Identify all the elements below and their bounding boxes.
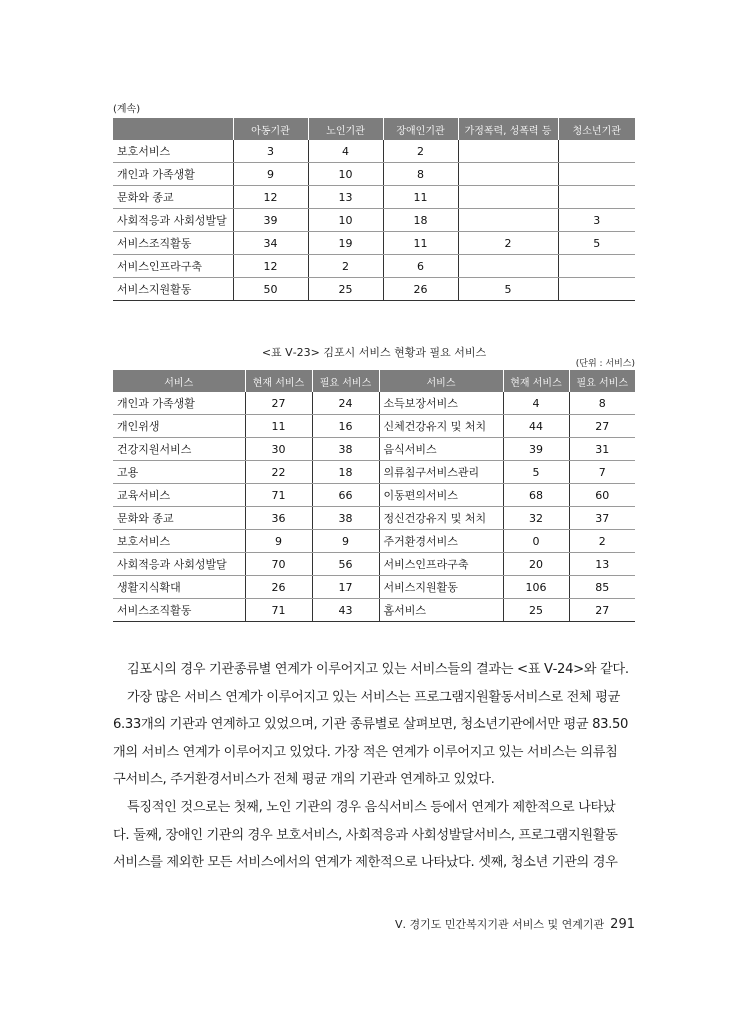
table-cell: 생활지식확대 [113, 576, 245, 599]
table-cell [458, 163, 558, 186]
table-row [113, 186, 635, 209]
table-row [113, 255, 635, 278]
table-cell: 사회적응과 사회성발달 [113, 209, 233, 232]
table-cell: 이동편의서비스 [379, 484, 503, 507]
table-cell: 44 [503, 415, 569, 438]
table-cell: 68 [503, 484, 569, 507]
table-cell: 건강지원서비스 [113, 438, 245, 461]
table-cell [458, 186, 558, 209]
table-cell: 5 [503, 461, 569, 484]
table-cell [558, 255, 635, 278]
table-cell: 27 [245, 392, 312, 415]
body-line: 6.33개의 기관과 연계하고 있었으며, 기관 종류별로 살펴보면, 청소년기관에서만 평균 83.50 [113, 717, 629, 733]
table-caption: <표 Ⅴ-23> 김포시 서비스 현황과 필요 서비스 [261, 346, 487, 359]
table-cell: 19 [308, 232, 383, 255]
table-cell: 홈서비스 [379, 599, 503, 622]
table-cell: 신체건강유지 및 처치 [379, 415, 503, 438]
table-row [113, 484, 635, 507]
table-cell: 27 [569, 599, 635, 622]
table-cell: 60 [569, 484, 635, 507]
column-header: 현재 서비스 [245, 370, 312, 392]
table-cell [558, 140, 635, 163]
body-line: 특징적인 것으로는 첫째, 노인 기관의 경우 음식서비스 등에서 연계가 제한적으로 나타났 [127, 799, 616, 815]
table-cell: 30 [245, 438, 312, 461]
table-cell: 24 [312, 392, 379, 415]
table-cell: 39 [233, 209, 308, 232]
table-cell: 31 [569, 438, 635, 461]
table-row [113, 507, 635, 530]
table-cell: 0 [503, 530, 569, 553]
column-header: 장애인기관 [383, 118, 458, 140]
table-cell: 71 [245, 599, 312, 622]
table-cell: 26 [383, 278, 458, 301]
table-cell: 56 [312, 553, 379, 576]
column-header: 노인기관 [308, 118, 383, 140]
page-number: 291 [610, 917, 635, 932]
body-line: 다. 둘째, 장애인 기관의 경우 보호서비스, 사회적응과 사회성발달서비스, 프로그램지원활동 [113, 827, 618, 843]
table-cell: 16 [312, 415, 379, 438]
table-cell: 37 [569, 507, 635, 530]
table-cell: 8 [383, 163, 458, 186]
body-line: 구서비스, 주거환경서비스가 전체 평균 개의 기관과 연계하고 있었다. [113, 772, 495, 788]
table-cell: 8 [569, 392, 635, 415]
table-row [113, 438, 635, 461]
table-cell: 서비스지원활동 [379, 576, 503, 599]
table-cell: 85 [569, 576, 635, 599]
column-header: 현재 서비스 [503, 370, 569, 392]
table-cell: 서비스조직활동 [113, 599, 245, 622]
column-header: 필요 서비스 [569, 370, 635, 392]
table-cell: 11 [383, 186, 458, 209]
table-cell: 18 [383, 209, 458, 232]
table-cell [558, 163, 635, 186]
table-cell: 개인위생 [113, 415, 245, 438]
table-cell: 71 [245, 484, 312, 507]
table-cell: 18 [312, 461, 379, 484]
table-cell: 11 [245, 415, 312, 438]
table-cell: 10 [308, 209, 383, 232]
table-cell: 38 [312, 507, 379, 530]
table-cell: 서비스인프라구축 [113, 255, 233, 278]
body-line: 개의 서비스 연계가 이루어지고 있었다. 가장 적은 연계가 이루어지고 있는 서비스는 의류침 [113, 744, 618, 760]
page-footer [113, 916, 635, 932]
table-cell: 22 [245, 461, 312, 484]
table-cell: 11 [383, 232, 458, 255]
column-header: 서비스 [113, 370, 245, 392]
table-cell: 70 [245, 553, 312, 576]
table-cell [458, 209, 558, 232]
table-cell: 교육서비스 [113, 484, 245, 507]
table-cell: 13 [308, 186, 383, 209]
table-cell: 5 [558, 232, 635, 255]
table-cell [558, 278, 635, 301]
table-cell: 주거환경서비스 [379, 530, 503, 553]
table-cell: 106 [503, 576, 569, 599]
table-cell: 문화와 종교 [113, 186, 233, 209]
table-row [113, 461, 635, 484]
table-cell: 문화와 종교 [113, 507, 245, 530]
table-cell [558, 186, 635, 209]
table-cell: 50 [233, 278, 308, 301]
table-cell: 서비스인프라구축 [379, 553, 503, 576]
table-cell: 5 [458, 278, 558, 301]
table-row [113, 278, 635, 301]
table-cell: 7 [569, 461, 635, 484]
table-cell: 38 [312, 438, 379, 461]
table-cell: 25 [308, 278, 383, 301]
table-cell [458, 140, 558, 163]
table-cell: 2 [569, 530, 635, 553]
table-cell [458, 255, 558, 278]
table-row [113, 553, 635, 576]
table-cell: 2 [383, 140, 458, 163]
table-cell: 36 [245, 507, 312, 530]
table-row [113, 530, 635, 553]
table-cell: 2 [458, 232, 558, 255]
table-cell: 12 [233, 186, 308, 209]
table-cell: 2 [308, 255, 383, 278]
table-row [113, 232, 635, 255]
table-row [113, 209, 635, 232]
table-cell: 39 [503, 438, 569, 461]
table-cell: 의류침구서비스관리 [379, 461, 503, 484]
table-unit: (단위 : 서비스) [575, 359, 635, 369]
table-cell: 9 [245, 530, 312, 553]
table-cell: 3 [558, 209, 635, 232]
running-title: Ⅴ. 경기도 민간복지기관 서비스 및 연계기관 [395, 918, 605, 931]
table-cell: 정신건강유지 및 처치 [379, 507, 503, 530]
body-line: 서비스를 제외한 모든 서비스에서의 연계가 제한적으로 나타났다. 셋째, 청소년 기관의 경우 [113, 855, 618, 871]
table-cell: 25 [503, 599, 569, 622]
table-cell: 34 [233, 232, 308, 255]
table-cell: 32 [503, 507, 569, 530]
table-cell: 9 [233, 163, 308, 186]
table-cell: 43 [312, 599, 379, 622]
continued-label: (계속) [113, 104, 141, 115]
table-row [113, 163, 635, 186]
table-cell: 3 [233, 140, 308, 163]
table-cell: 66 [312, 484, 379, 507]
table-cell: 13 [569, 553, 635, 576]
column-header: 가정폭력, 성폭력 등 [458, 118, 558, 140]
table-cell: 사회적응과 사회성발달 [113, 553, 245, 576]
table-cell: 10 [308, 163, 383, 186]
table-cell: 27 [569, 415, 635, 438]
table-cell: 보호서비스 [113, 530, 245, 553]
table-cell: 9 [312, 530, 379, 553]
table-row [113, 599, 635, 622]
table-cell: 4 [308, 140, 383, 163]
table-cell: 서비스조직활동 [113, 232, 233, 255]
table-cell: 개인과 가족생활 [113, 392, 245, 415]
table-cell: 20 [503, 553, 569, 576]
column-header: 서비스 [379, 370, 503, 392]
column-header [113, 118, 233, 140]
table-cell: 17 [312, 576, 379, 599]
column-header: 아동기관 [233, 118, 308, 140]
table-row [113, 140, 635, 163]
body-text [113, 656, 635, 877]
body-line: 김포시의 경우 기관종류별 연계가 이루어지고 있는 서비스들의 결과는 <표 Ⅴ-24>와 같다. [127, 662, 629, 677]
table-cell: 6 [383, 255, 458, 278]
table-cell: 음식서비스 [379, 438, 503, 461]
column-header: 청소년기관 [558, 118, 635, 140]
column-header: 필요 서비스 [312, 370, 379, 392]
table-cell: 26 [245, 576, 312, 599]
table-row [113, 576, 635, 599]
table-row [113, 415, 635, 438]
table-cell: 개인과 가족생활 [113, 163, 233, 186]
table-cell: 12 [233, 255, 308, 278]
table-gimpo-services [113, 370, 635, 622]
table-cell: 고용 [113, 461, 245, 484]
table-row [113, 392, 635, 415]
table-cell: 보호서비스 [113, 140, 233, 163]
table-cell: 4 [503, 392, 569, 415]
table-cell: 소득보장서비스 [379, 392, 503, 415]
table-continued [113, 118, 635, 301]
body-line: 가장 많은 서비스 연계가 이루어지고 있는 서비스는 프로그램지원활동서비스로 전체 평균 [127, 689, 620, 705]
table-cell: 서비스지원활동 [113, 278, 233, 301]
